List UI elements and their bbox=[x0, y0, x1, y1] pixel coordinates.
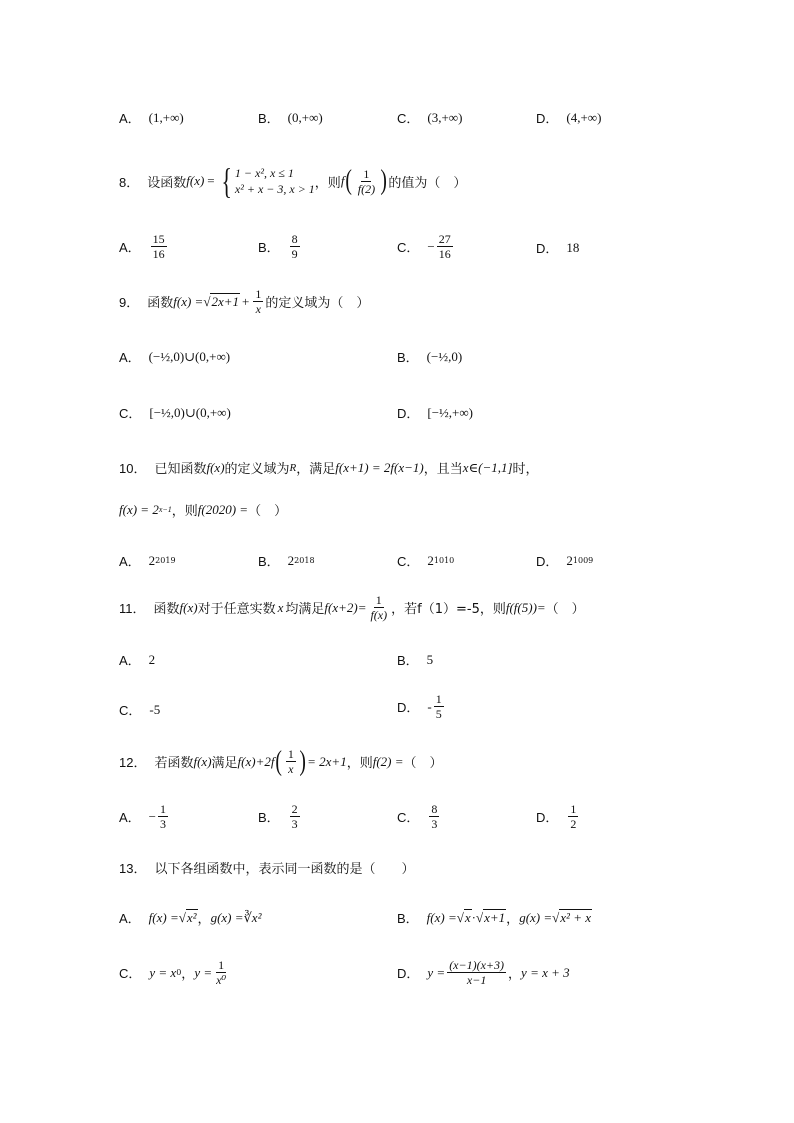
q8-option-d: D． 18 bbox=[536, 239, 580, 256]
q11-option-c: C． -5 bbox=[119, 701, 161, 718]
q7-option-d: D． (4,+∞) bbox=[536, 109, 602, 126]
q7-option-a: A． (1,+∞) bbox=[119, 109, 184, 126]
question-13: 13． 以下各组函数中，表示同一函数的是（ ） bbox=[119, 861, 415, 877]
q9-option-c: C． [−½,0)∪(0,+∞) bbox=[119, 404, 231, 421]
q9-option-a: A． (−½,0)∪(0,+∞) bbox=[119, 348, 231, 365]
fraction: $\frac{1}{f(2)}$ bbox=[357, 166, 376, 196]
question-11: 11． 函数 f(x) 对于任意实数 x 均满足 f(x+2)= $\frac{1}{f(x)}$ ，若 f（1）=-5 ，则 f(f(5))= （ ） bbox=[119, 593, 585, 622]
piecewise-cases: 1 − x², x ≤ 1 x² + x − 3, x > 1 bbox=[234, 166, 315, 196]
q13-option-d: D． y = $\frac{(x-1)(x+3)}{x-1}$ ， y = x + 3 bbox=[397, 958, 570, 987]
brace-symbol: { bbox=[221, 161, 232, 201]
q9-option-d: D． [−½,+∞) bbox=[397, 404, 473, 421]
q11-option-d: D． - $\frac{1}{5}$ bbox=[397, 692, 442, 721]
q12-option-c: C． $\frac{8}{3}$ bbox=[397, 802, 438, 831]
q13-option-b: B． f(x) = √ x ·√ x+1 ， g(x) = √ x² + x bbox=[397, 909, 591, 927]
question-9: 9． 函数 f(x) = √ 2x+1 + $\frac{1}{x}$ 的定义域为（ ） bbox=[119, 287, 370, 316]
question-12: 12． 若函数 f(x) 满足 f(x)+2f ( $\frac{1}{x}$ ) = 2x+1 ，则 f(2) = （ ） bbox=[119, 745, 443, 777]
q11-option-b: B． 5 bbox=[397, 651, 434, 668]
q10-option-b: B． 2 2018 bbox=[258, 552, 315, 569]
q10-option-d: D． 2 1009 bbox=[536, 552, 594, 569]
q9-option-b: B． (−½,0) bbox=[397, 348, 463, 365]
q11-option-a: A． 2 bbox=[119, 651, 156, 668]
q8-option-b: B． $\frac{8}{9}$ bbox=[258, 232, 298, 261]
q8-option-a: A． $\frac{15}{16}$ bbox=[119, 232, 165, 261]
q12-option-b: B． $\frac{2}{3}$ bbox=[258, 802, 298, 831]
question-10-line-2: f(x) = 2 x−1 ，则 f(2020) = （ ） bbox=[119, 501, 288, 519]
q10-option-c: C． 2 1010 bbox=[397, 552, 455, 569]
q10-option-a: A． 2 2019 bbox=[119, 552, 176, 569]
question-8: 8． 设函数 f(x) = { 1 − x², x ≤ 1 x² + x − 3, x > 1 ，则 f ( $\frac{1}{f(2)}$ ) 的值为（ ） bbox=[119, 161, 467, 201]
q7-option-b: B． (0,+∞) bbox=[258, 109, 323, 126]
q12-option-d: D． $\frac{1}{2}$ bbox=[536, 802, 577, 831]
q12-option-a: A． − $\frac{1}{3}$ bbox=[119, 802, 167, 831]
q7-option-c: C． (3,+∞) bbox=[397, 109, 463, 126]
q13-option-a: A． f(x) = √ x² ， g(x) = ∛x² bbox=[119, 909, 262, 927]
q13-option-c: C． y = x 0 ， y = $\frac{1}{\text{x⁰}}$ bbox=[119, 958, 227, 987]
q8-option-c: C． − $\frac{27}{16}$ bbox=[397, 232, 451, 261]
question-10: 10． 已知函数 f(x) 的定义域为 R ，满足 f(x+1) = 2f(x−1) ，且当 x∈(−1,1] 时， bbox=[119, 459, 539, 477]
